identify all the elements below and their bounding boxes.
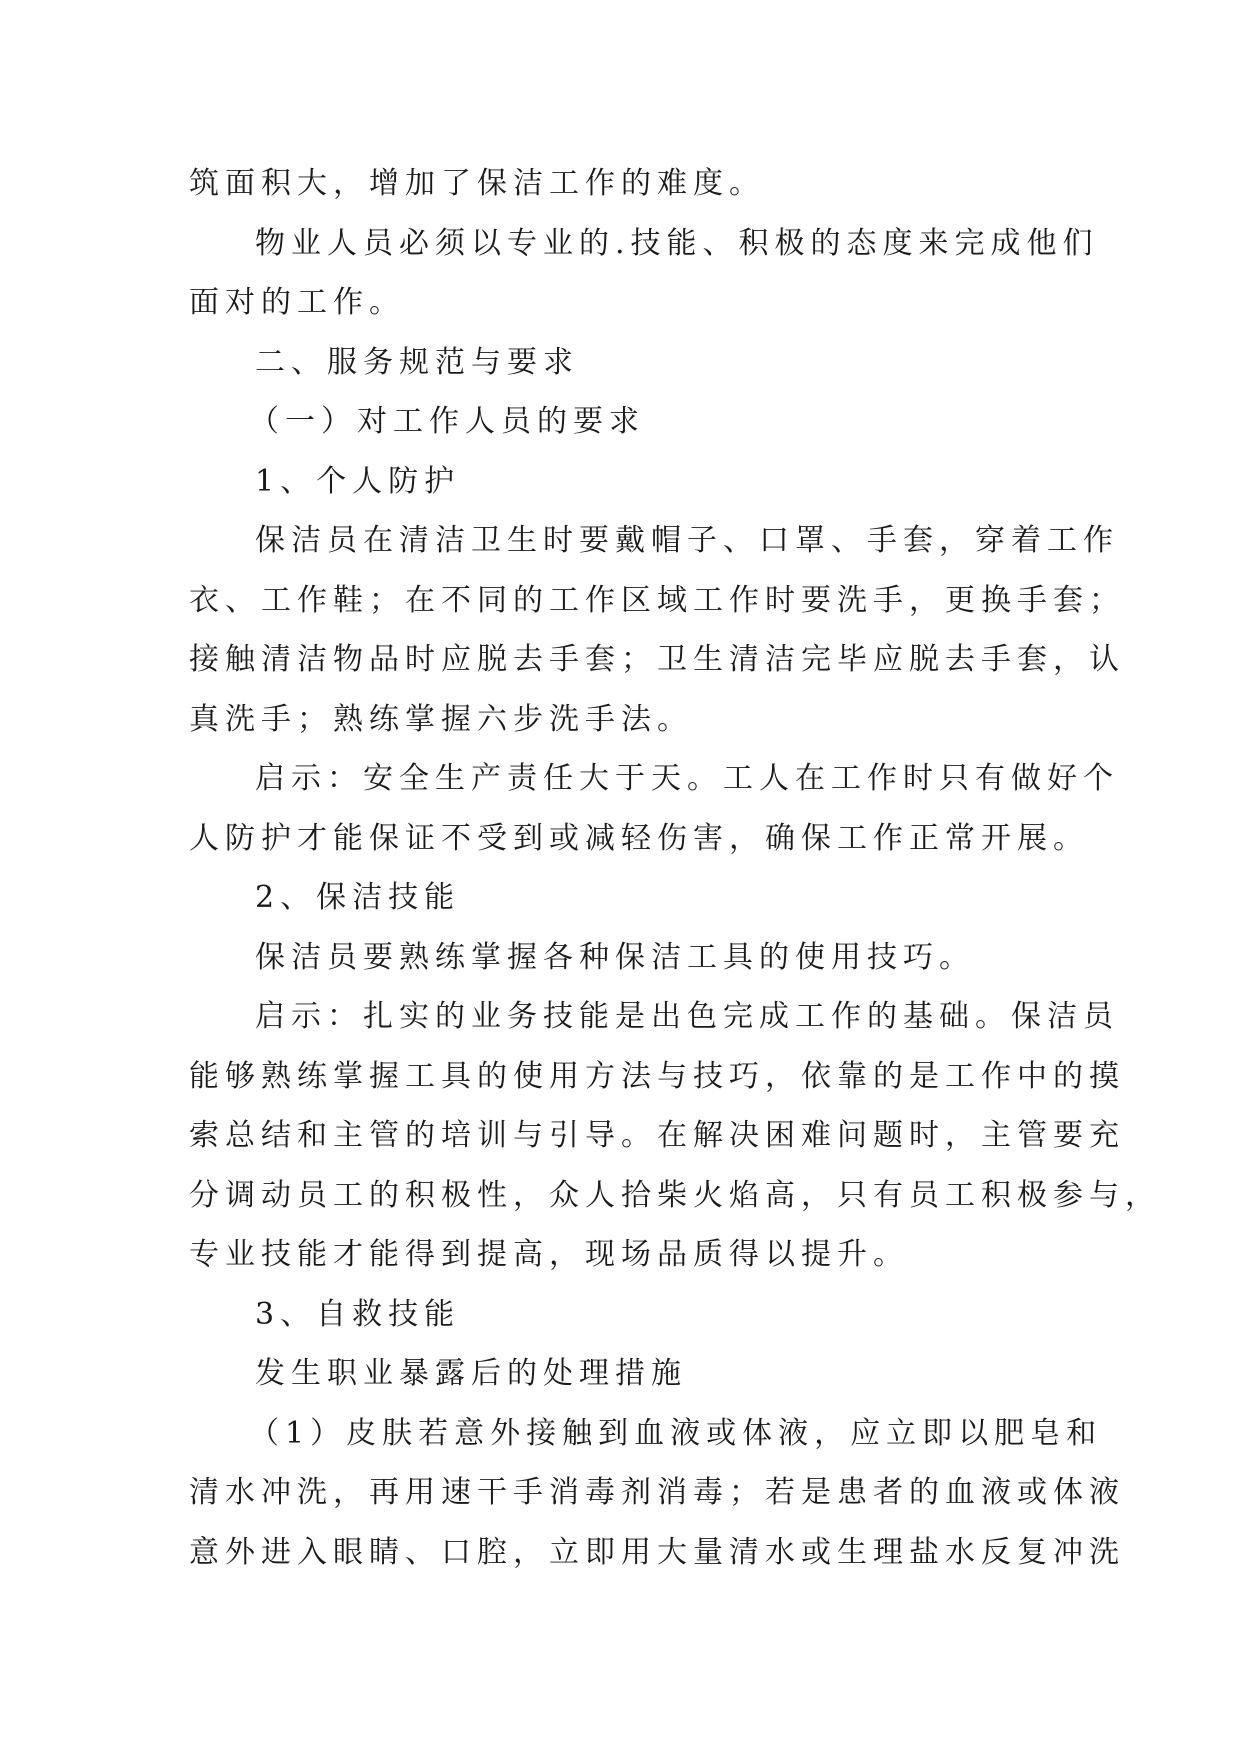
paragraph-line: 启示：安全生产责任大于天。工人在工作时只有做好个 — [255, 761, 1119, 796]
document-body — [189, 154, 1161, 1582]
paragraph-line: 意外进入眼睛、口腔，立即用大量清水或生理盐水反复冲洗 — [189, 1534, 1125, 1570]
paragraph-line: 人防护才能保证不受到或减轻伤害，确保工作正常开展。 — [189, 820, 1089, 856]
section-heading: 二、服务规范与要求 — [255, 344, 579, 380]
paragraph-line: 专业技能才能得到提高，现场品质得以提升。 — [189, 1237, 909, 1272]
item-heading: 3、自救技能 — [255, 1296, 461, 1332]
paragraph-line: 索总结和主管的培训与引导。在解决困难问题时，主管要充 — [189, 1118, 1125, 1153]
paragraph-line: 能够熟练掌握工具的使用方法与技巧，依靠的是工作中的摸 — [189, 1058, 1125, 1094]
item-heading: 2、保洁技能 — [255, 880, 461, 915]
paragraph-line: 启示：扎实的业务技能是出色完成工作的基础。保洁员 — [255, 999, 1119, 1034]
paragraph-line: 接触清洁物品时应脱去手套；卫生清洁完毕应脱去手套，认 — [189, 642, 1125, 677]
subsection-heading: （一）对工作人员的要求 — [249, 404, 645, 439]
paragraph-line: 清水冲洗，再用速干手消毒剂消毒；若是患者的血液或体液 — [189, 1475, 1125, 1510]
paragraph-line: 物业人员必须以专业的.技能、积极的态度来完成他们 — [255, 225, 1099, 261]
paragraph-line: 面对的工作。 — [189, 285, 405, 320]
paragraph-line: 衣、工作鞋；在不同的工作区域工作时要洗手，更换手套； — [189, 582, 1125, 618]
paragraph-line: 保洁员在清洁卫生时要戴帽子、口罩、手套，穿着工作 — [255, 523, 1119, 558]
item-heading: 1、个人防护 — [255, 463, 461, 499]
paragraph-line: （1）皮肤若意外接触到血液或体液，应立即以肥皂和 — [249, 1415, 1103, 1451]
paragraph-line: 真洗手；熟练掌握六步洗手法。 — [189, 701, 693, 737]
paragraph-line: 保洁员要熟练掌握各种保洁工具的使用技巧。 — [255, 939, 975, 975]
paragraph-line: 筑面积大，增加了保洁工作的难度。 — [189, 166, 765, 201]
paragraph-line: 发生职业暴露后的处理措施 — [255, 1356, 687, 1391]
paragraph-line: 分调动员工的积极性，众人拾柴火焰高，只有员工积极参与， — [189, 1177, 1161, 1213]
